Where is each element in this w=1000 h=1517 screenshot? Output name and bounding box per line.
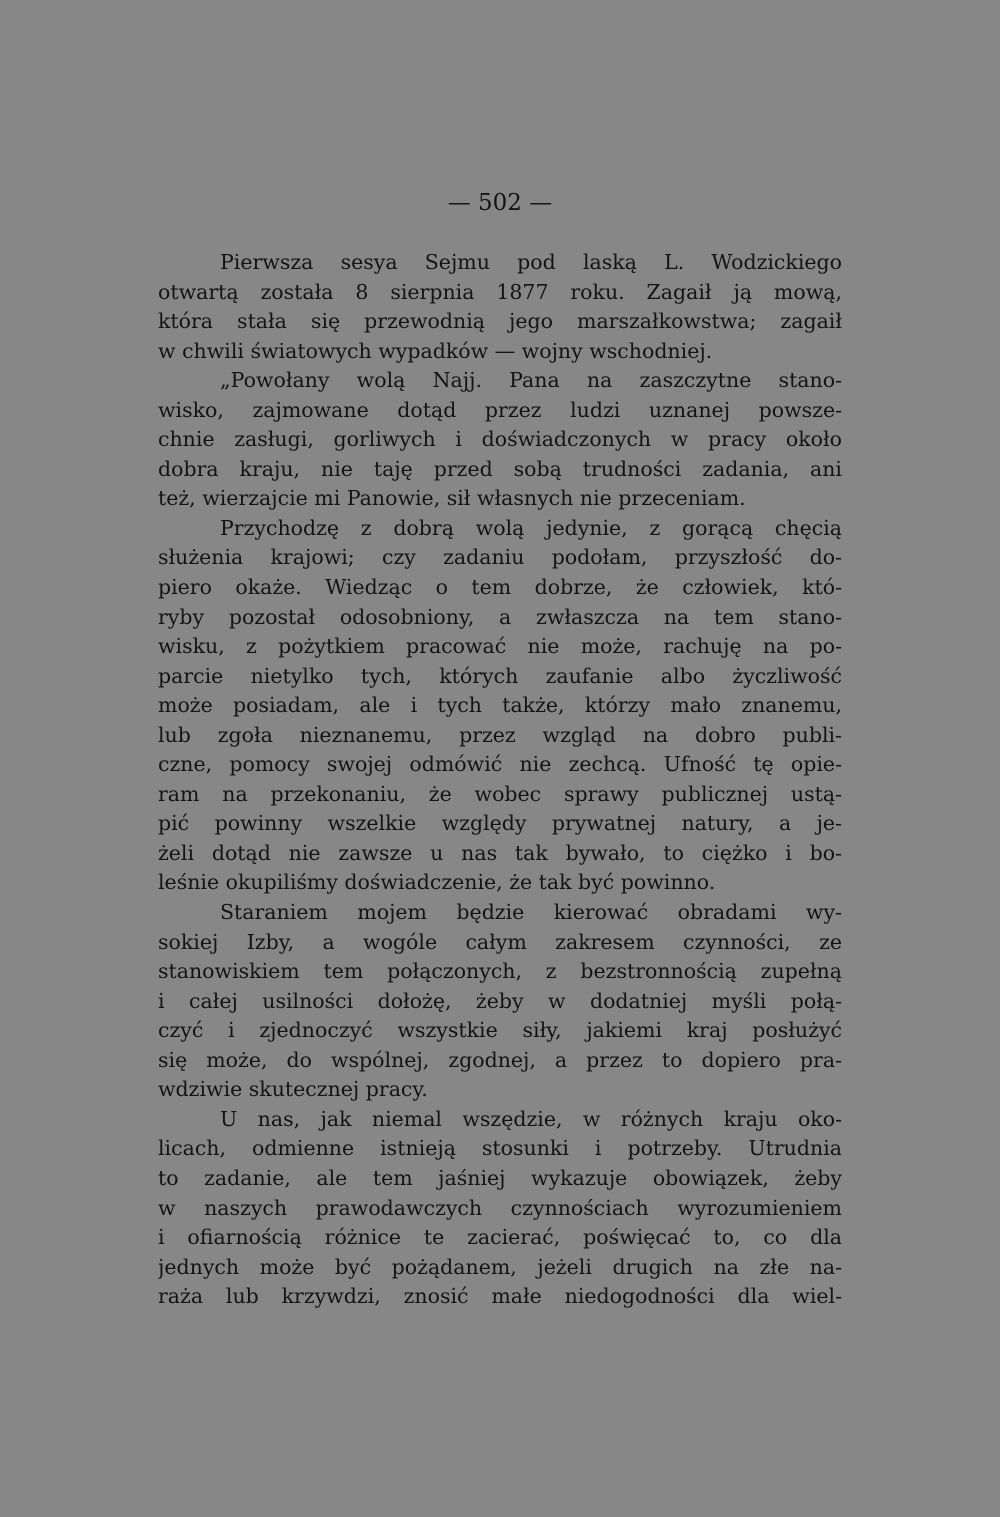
text-line: jednych może być pożądanem, jeżeli drugich na złe na-	[158, 1254, 842, 1279]
text-line: piero okaże. Wiedząc o tem dobrze, że człowiek, któ-	[158, 575, 842, 600]
text-line: wisku, z pożytkiem pracować nie może, rachuję na po-	[158, 634, 842, 659]
text-line: i ofiarnością różnice te zacierać, poświęcać to, co dla	[158, 1225, 842, 1250]
text-line: czne, pomocy swojej odmówić nie zechcą. Ufność tę opie-	[158, 752, 842, 777]
body-text	[158, 248, 842, 1312]
text-line: otwartą została 8 sierpnia 1877 roku. Zagaił ją mową,	[158, 279, 842, 304]
text-line: wisko, zajmowane dotąd przez ludzi uznanej powsze-	[158, 397, 842, 422]
text-line: ryby pozostał odosobniony, a zwłaszcza na tem stano-	[158, 604, 842, 629]
text-line: parcie nietylko tych, których zaufanie albo życzliwość	[158, 663, 842, 688]
text-line: U nas, jak niemal wszędzie, w różnych kraju oko-	[220, 1106, 842, 1131]
text-line: „Powołany wolą Najj. Pana na zaszczytne stano-	[220, 368, 842, 393]
text-line: która stała się przewodnią jego marszałkowstwa; zagaił	[158, 309, 842, 334]
text-line: ram na przekonaniu, że wobec sprawy publicznej ustą-	[158, 781, 842, 806]
text-line: to zadanie, ale tem jaśniej wykazuje obowiązek, żeby	[158, 1165, 842, 1190]
text-line: lub zgoła nieznanemu, przez wzgląd na dobro publi-	[158, 722, 842, 747]
text-line: Pierwsza sesya Sejmu pod laską L. Wodzickiego	[220, 250, 842, 274]
text-line: stanowiskiem tem połączonych, z bezstronnością zupełną	[158, 959, 842, 984]
text-line: może posiadam, ale i tych także, którzy mało znanemu,	[158, 693, 842, 718]
text-line: i całej usilności dołożę, żeby w dodatniej myśli połą-	[158, 988, 842, 1013]
text-line: raża lub krzywdzi, znosić małe niedogodności dla wiel-	[158, 1284, 842, 1309]
text-line: licach, odmienne istnieją stosunki i potrzeby. Utrudnia	[158, 1136, 842, 1161]
text-line: w chwili światowych wypadków — wojny wschodniej.	[158, 338, 713, 363]
text-line: też, wierzajcie mi Panowie, sił własnych nie przeceniam.	[158, 486, 746, 511]
text-line: się może, do wspólnej, zgodnej, a przez to dopiero pra-	[158, 1047, 842, 1072]
text-line: wdziwie skutecznej pracy.	[158, 1077, 428, 1102]
text-line: leśnie okupiliśmy doświadczenie, że tak być powinno.	[158, 870, 716, 895]
text-line: chnie zasługi, gorliwych i doświadczonych w pracy około	[158, 427, 842, 452]
text-line: w naszych prawodawczych czynnościach wyrozumieniem	[158, 1195, 842, 1220]
page-number: — 502 —	[447, 190, 553, 216]
text-line: czyć i zjednoczyć wszystkie siły, jakiemi kraj posłużyć	[158, 1018, 842, 1043]
text-line: Staraniem mojem będzie kierować obradami wy-	[220, 900, 842, 925]
text-line: Przychodzę z dobrą wolą jedynie, z gorącą chęcią	[220, 515, 842, 540]
text-line: sokiej Izby, a wogóle całym zakresem czynności, ze	[158, 929, 842, 954]
text-line: żeli dotąd nie zawsze u nas tak bywało, to ciężko i bo-	[158, 840, 842, 865]
text-line: dobra kraju, nie taję przed sobą trudności zadania, ani	[158, 456, 842, 481]
text-line: pić powinny wszelkie względy prywatnej natury, a je-	[158, 811, 842, 836]
text-line: służenia krajowi; czy zadaniu podołam, przyszłość do-	[158, 545, 842, 570]
